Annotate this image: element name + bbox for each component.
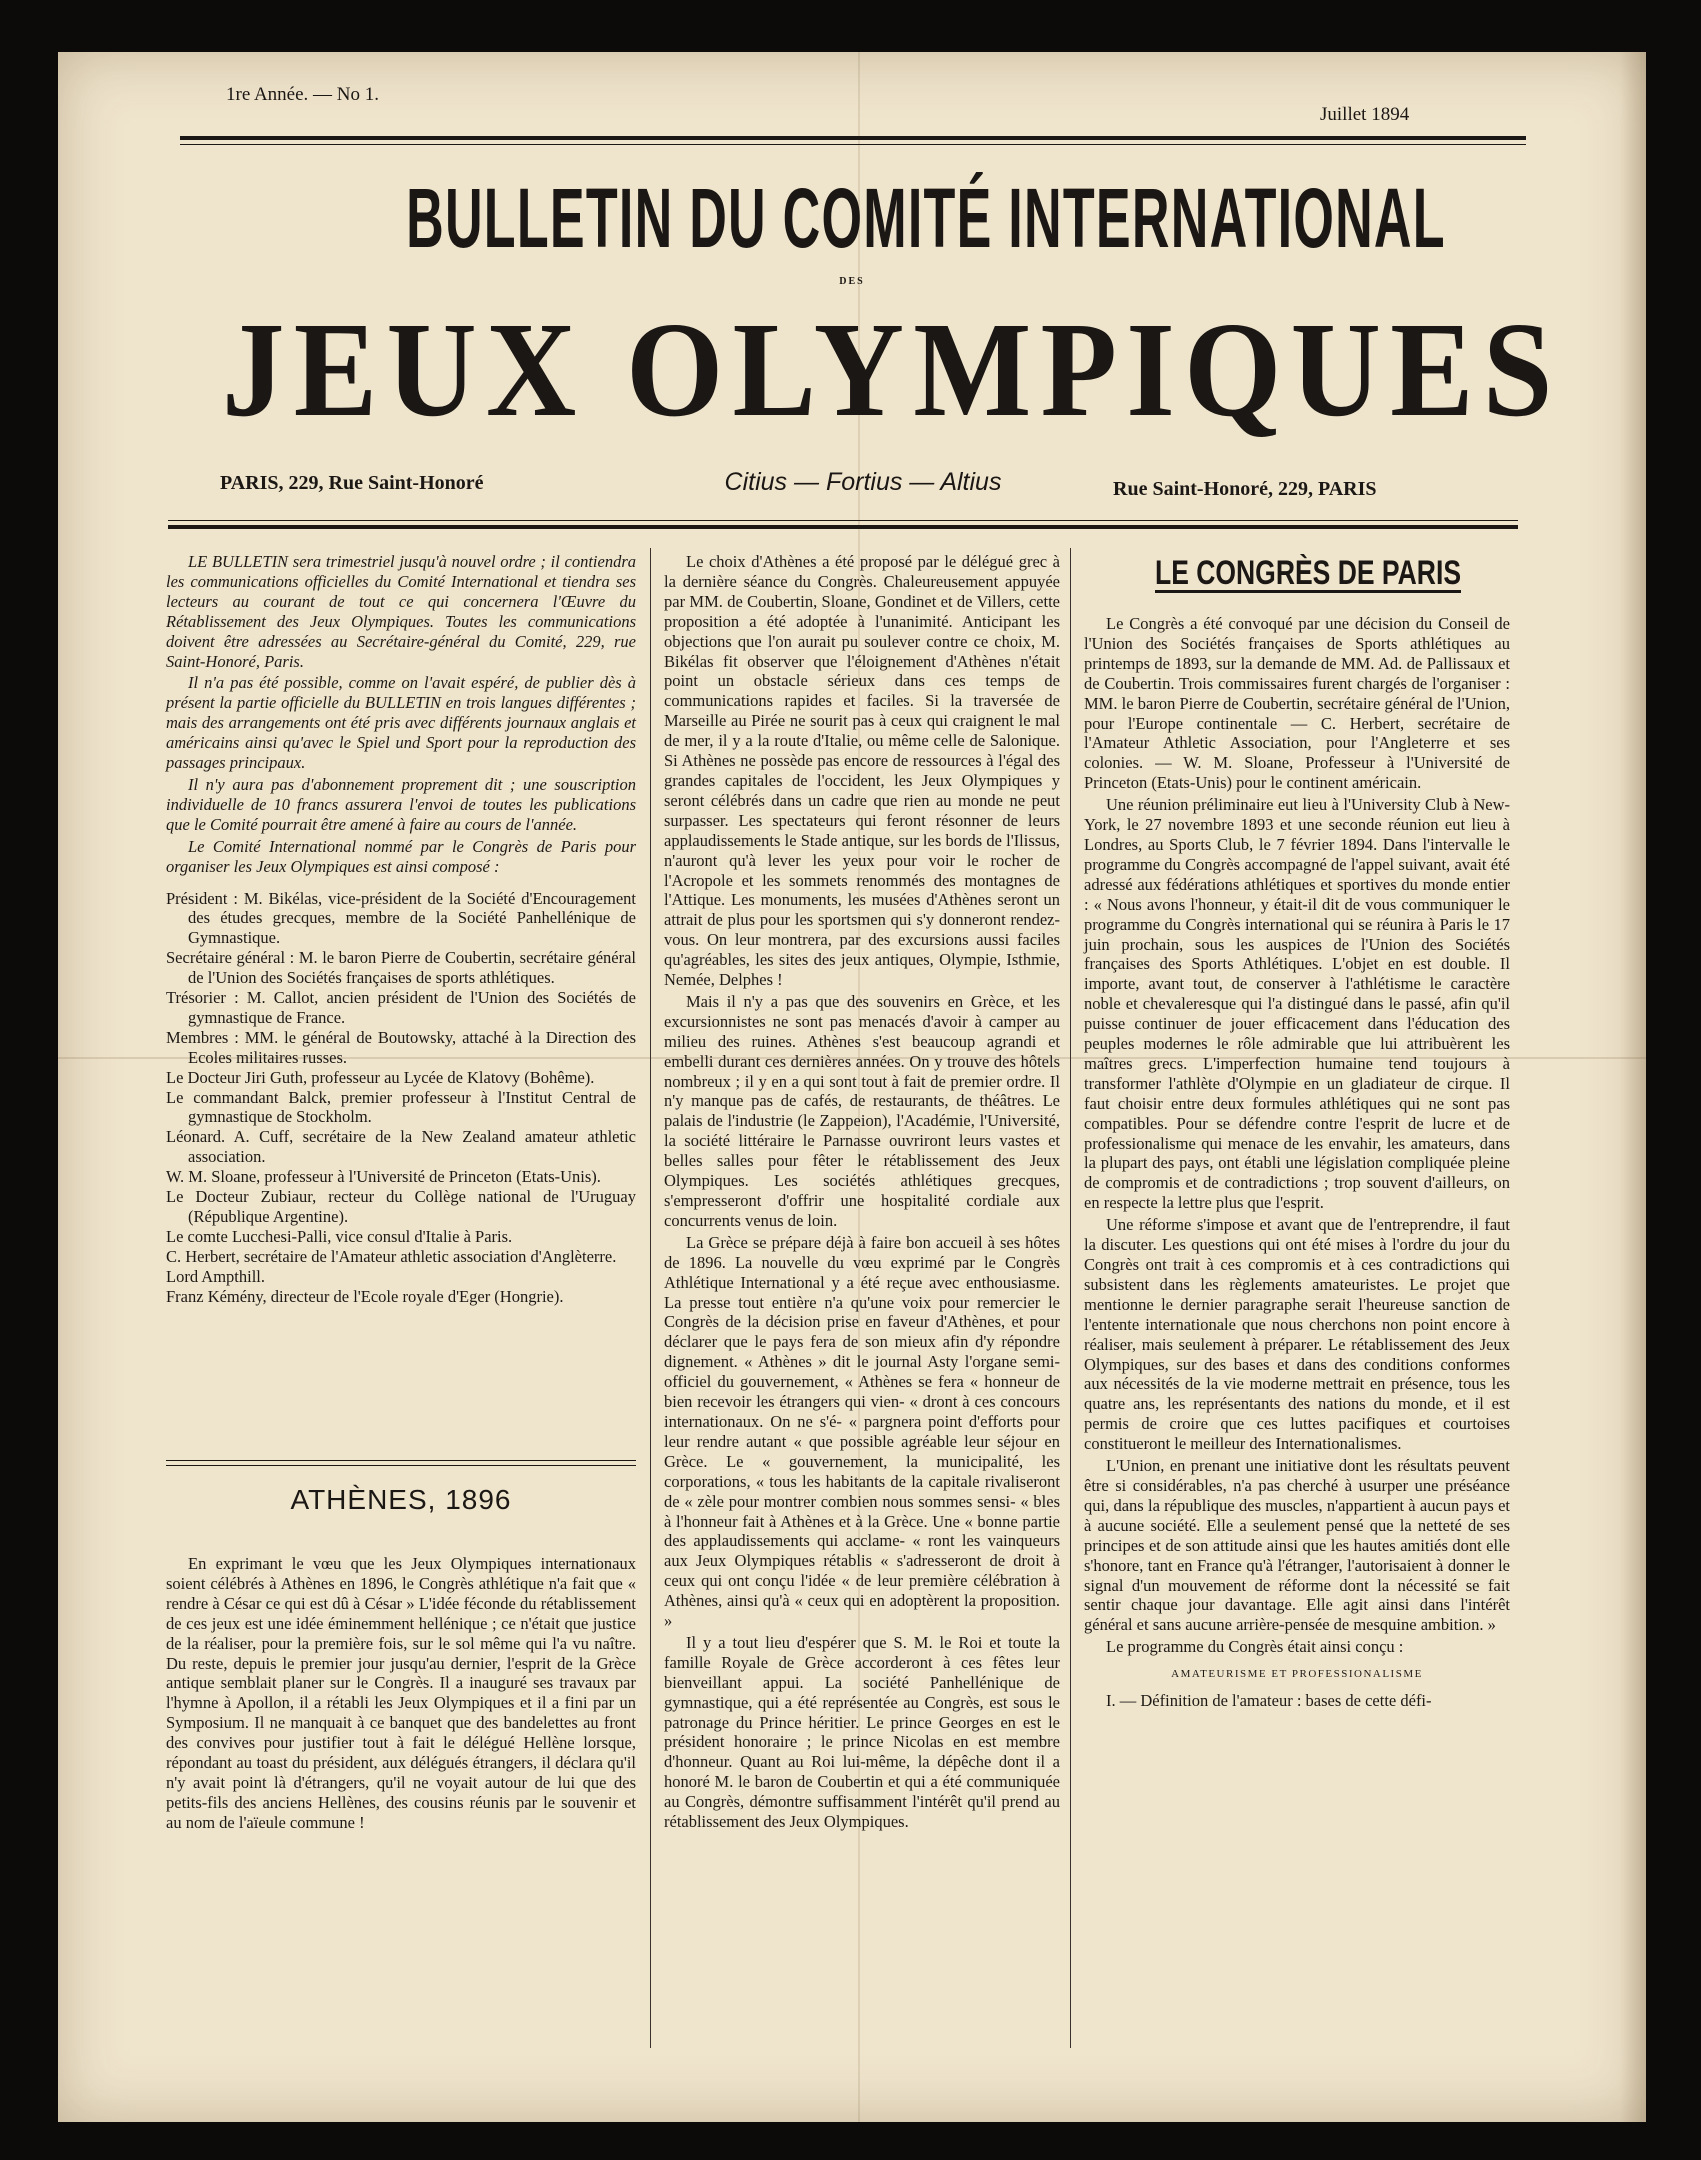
member-entry: Léonard. A. Cuff, secrétaire de la New Zealand amateur athletic association. <box>166 1127 636 1167</box>
member-entry: W. M. Sloane, professeur à l'Université de Princeton (Etats-Unis). <box>166 1167 601 1187</box>
issue-number: 1re Année. — No 1. <box>226 84 380 105</box>
header-rule-bottom-thin <box>168 520 1518 521</box>
right-column <box>1084 614 1510 1713</box>
intro-paragraph: Le Comité International nommé par le Congrès de Paris pour organiser les Jeux Olympiques est ainsi composé : <box>166 836 636 876</box>
right-paragraph: L'Union, en prenant une initiative dont les résultats peuvent être si considérables, n'a pas cherché à usurper une préséance qui, dans la république des muscles, n'appartient à aucun pays et à aucune société. Elle a seulement pensé que la netteté de ses principes et de son attitude ainsi que les hautes amitiés dont elle s'honore, tant en France qu'à l'étranger, l'autorisaient à donner le signal d'un mouvement de réforme dont la nécessité se fait sentir chaque jour davantage. Elle agit ainsi dans l'intérêt général et sans aucune arrière-pensée de mesquine ambition. » <box>1084 1456 1510 1635</box>
issue-date: Juillet 1894 <box>1320 104 1410 125</box>
amateurisme-subheading: AMATEURISME ET PROFESSIONALISME <box>1171 1668 1423 1681</box>
paper-edge-shadow <box>1620 52 1646 2122</box>
column-separator <box>1070 548 1071 2048</box>
member-entry: Lord Ampthill. <box>166 1266 265 1286</box>
member-entry: Trésorier : M. Callot, ancien président de l'Union des Sociétés de gymnastique de France. <box>166 988 636 1027</box>
member-entry: C. Herbert, secrétaire de l'Amateur athletic association d'Anglèterre. <box>166 1246 617 1266</box>
member-entry: Membres : MM. le général de Boutowsky, attaché à la Direction des Ecoles militaires russes. <box>166 1027 636 1067</box>
right-paragraph: Le programme du Congrès était ainsi conçu : <box>1106 1637 1404 1657</box>
member-entry: Le Docteur Jiri Guth, professeur au Lycée de Klatovy (Bohême). <box>166 1067 595 1087</box>
member-entry: Le comte Lucchesi-Palli, vice consul d'Italie à Paris. <box>166 1226 513 1246</box>
athenes-heading: ATHÈNES, 1896 <box>290 1484 512 1515</box>
header-rule-top <box>180 136 1526 140</box>
member-entry: Le Docteur Zubiaur, recteur du Collège national de l'Uruguay (République Argentine). <box>166 1187 636 1226</box>
intro-paragraph: Il n'y aura pas d'abonnement proprement dit ; une souscription individuelle de 10 francs assurera l'envoi de toutes les publications que le Comité pourrait être amené à faire au cours de l'année. <box>166 774 636 834</box>
header-rule-bottom <box>168 525 1518 529</box>
member-entry: Le commandant Balck, premier professeur à l'Institut Central de gymnastique de Stockholm. <box>166 1087 636 1127</box>
masthead-main-title: JEUX OLYMPIQUES <box>222 295 1562 445</box>
middle-paragraph: Il y a tout lieu d'espérer que S. M. le Roi et toute la famille Royale de Grèce accorderont à ces fêtes leur bienveillant appui. La société Panhellénique de gymnastique, qui a été représentée au Congrès, est sous le patronage du Prince héritier. Le prince Georges en est le président honoraire ; le prince Nicolas en est membre d'honneur. Quant au Roi lui-même, la dépêche dont il a honoré M. le baron de Coubertin et qui a été communiquée au Congrès, démontre suffisamment l'intérêt qu'il prend au rétablissement des Jeux Olympiques. <box>664 1632 1060 1832</box>
member-entry: Président : M. Bikélas, vice-président de la Société d'Encouragement des études grecques, membre de la Société Panhellénique de Gymnastique. <box>166 888 636 948</box>
header-rule-top-thin <box>180 144 1526 145</box>
committee-members-list <box>166 889 636 1307</box>
member-entry: Franz Kémény, directeur de l'Ecole royale d'Eger (Hongrie). <box>166 1286 564 1306</box>
middle-column <box>664 552 1060 1834</box>
intro-paragraph: LE BULLETIN sera trimestriel jusqu'à nouvel ordre ; il contiendra les communications officielles du Comité International et tiendra ses lecteurs au courant de tout ce qui concernera l'Œuvre du Rétablissement des Jeux Olympiques. Toutes les communications doivent être adressées au Secrétaire-général du Comité, 229, rue Saint-Honoré, Paris. <box>166 552 636 671</box>
column-separator <box>650 548 651 2048</box>
masthead-bulletin-title: BULLETIN DU COMITÉ INTERNATIONAL <box>406 171 1446 265</box>
congres-heading: LE CONGRÈS DE PARIS <box>1154 554 1462 592</box>
masthead-des: DES <box>839 276 865 287</box>
middle-paragraph: Mais il n'y a pas que des souvenirs en Grèce, et les excursionnistes ne sont pas menacés d'avoir à camper au milieu des ruines. Athènes s'est beaucoup agrandi et embelli durant ces dernières années. On y trouve des hôtels nombreux ; il y en a qui sont tout à fait de premier ordre. Il n'y manque pas de cafés, de restaurants, de théâtres. Le palais de l'industrie (le Zappeion), l'Académie, l'Université, la société littéraire le Parnasse ouvriront leurs vastes et belles salles pour fêter le rétablissement des Jeux Olympiques. Les sociétés athlétiques grecques, s'empresseront d'offrir une hospitalité cordiale aux concurrents venus de loin. <box>664 991 1060 1230</box>
address-left: PARIS, 229, Rue Saint-Honoré <box>220 472 484 494</box>
athenes-article <box>166 1554 636 1835</box>
newspaper-page <box>58 52 1646 2122</box>
middle-paragraph: Le choix d'Athènes a été proposé par le délégué grec à la dernière séance du Congrès. Chaleureusement appuyée par MM. de Coubertin, Sloane, Gondinet et de Villers, cette proposition a été adoptée à l'unanimité. Anticipant les objections que l'on aurait pu soulever contre ce choix, M. Bikélas fit observer que l'éloignement d'Athènes n'était point un obstacle sérieux dans ces temps de communications rapides et faciles. Si la traversée de Marseille au Pirée ne sourit pas à ceux qui craignent le mal de mer, il y a la route d'Italie, ou même celle de Salonique. Si Athènes ne possède pas encore de ressources à l'égal des grandes capitales de l'occident, les Jeux Olympiques y seront célébrés dans un cadre que rien au monde ne peut surpasser. Les spectateurs qui feront résonner de leurs applaudissements le Stade antique, sur les bords de l'Ilissus, n'auront qu'à lever les yeux pour voir le rocher de l'Acropole et les sommets renommés des montagnes de l'Attique. Les monuments, les musées d'Athènes seront un attrait de plus pour les sportsmen qui s'y donneront rendez-vous. On leur montrera, par des excursions aussi faciles qu'agréables, les sites des jeux antiques, Olympie, Isthmie, Nemée, Delphes ! <box>664 552 1060 990</box>
definition-line: I. — Définition de l'amateur : bases de cette défi- <box>1106 1691 1432 1711</box>
right-paragraph: Une réforme s'impose et avant que de l'entreprendre, il faut la discuter. Les questions qui ont été mises à l'ordre du jour du Congrès ont trait à ces compromis et à ces contradictions qui subsistent dans les règlements amateuristes. Le projet que mentionne le dernier paragraphe serait l'heureuse sanction de l'entente internationale que nous cherchons non point encore à réaliser, mais seulement à préparer. Le rétablissement des Jeux Olympiques, sur des bases et dans des conditions conformes aux nécessités de la vie moderne mettrait en présence, tous les quatre ans, les représentants des nations du monde, et il est permis de croire que ces luttes pacifiques et courtoises constitueront le meilleur des Internationalismes. <box>1084 1215 1510 1454</box>
intro-paragraph: Il n'a pas été possible, comme on l'avait espéré, de publier dès à présent la partie officielle du BULLETIN en trois langues différentes ; mais des arrangements ont été pris avec différents journaux anglais et américains ainsi qu'avec le Spiel und Sport pour la reproduction des passages principaux. <box>166 673 636 773</box>
address-right: Rue Saint-Honoré, 229, PARIS <box>1113 478 1377 500</box>
middle-paragraph: La Grèce se prépare déjà à faire bon accueil à ses hôtes de 1896. La nouvelle du vœu exprimé par le Congrès Athlétique International y a été reçue avec enthousiasme. La presse tout entière n'a qu'une voix pour remercier le Congrès de la décision prise en faveur d'Athènes, et pour déclarer que le pays fera de son mieux afin d'y répondre dignement. « Athènes » dit le journal Asty l'organe semi-officiel du gouvernement, « Athènes se fera « honneur de bien recevoir les étrangers qui vien- « dront à ces concours internationaux. On ne s'é- « pargnera point d'efforts pour leur rendre autant « que possible agréable leur séjour en Grèce. Le « gouvernement, la municipalité, les corporations, « tous les habitants de la capitale rivaliseront de « zèle pour montrer combien nous sommes sensi- « bles à l'honneur fait à Athènes et à la Grèce. Une « bonne partie des applaudissements qui acclame- « ront les vainqueurs aux Jeux Olympiques rétablis « s'adresseront de droit à ceux qui ont conçu l'idée « de leur première célébration à Athènes, ainsi qu'à « ceux qui en adoptèrent la proposition. » <box>664 1232 1060 1631</box>
left-column <box>166 552 636 1307</box>
member-entry: Secrétaire général : M. le baron Pierre de Coubertin, secrétaire général de l'Union des Sociétés françaises de sports athlétiques. <box>166 948 636 988</box>
motto: Citius — Fortius — Altius <box>724 468 1002 496</box>
right-paragraph: Une réunion préliminaire eut lieu à l'University Club à New-York, le 27 novembre 1893 et une seconde réunion eut lieu à Londres, au Sports Club, le 7 février 1894. Dans l'intervalle le programme du Congrès accompagné de l'appel suivant, avait été adressé aux fédérations athlétiques et sportives du monde entier : « Nous avons l'honneur, y était-il dit de vous communiquer le programme du Congrès international qui se réunira à Paris le 17 juin prochain, sous les auspices de l'Union des Sociétés françaises des Sports Athlétiques. L'objet en est double. Il importe, avant tout, de conserver à l'athlétisme le caractère noble et chevaleresque qui l'a distingué dans le passé, afin qu'il puisse continuer de jouer efficacement dans l'éducation des peuples modernes le rôle admirable que lui attribuèrent les maîtres grecs. L'imperfection humaine tend toujours à transformer l'athlète d'Olympie en un gladiateur de cirque. Il faut choisir entre deux formules athlétiques qui ne sont pas compatibles. Pour se défendre contre l'esprit de lucre et de professionalisme qui menace de les envahir, les amateurs, dans la plupart des pays, ont établi une législation compliquée pleine de compromis et de contradictions ; trop souvent d'ailleurs, on en respecte la lettre plus que l'esprit. <box>1084 795 1510 1213</box>
right-paragraph: Le Congrès a été convoqué par une décision du Conseil de l'Union des Sociétés françaises de Sports athlétiques au printemps de 1893, sur la demande de MM. Ad. de Pallissaux et de Coubertin. Trois commissaires furent chargés de l'organiser : MM. le baron Pierre de Coubertin, secrétaire général de l'Union, pour l'Europe continentale — C. Herbert, secrétaire de l'Amateur Athletic Association, pour l'Angleterre et ses colonies. — W. M. Sloane, Professeur à l'Université de Princeton (Etats-Unis) pour le continent américain. <box>1084 614 1510 793</box>
athenes-paragraph: En exprimant le vœu que les Jeux Olympiques internationaux soient célébrés à Athènes en 1896, le Congrès athlétique n'a fait que « rendre à César ce qui est dû à César » L'idée féconde du rétablissement de ces jeux est une idée éminemment hellénique ; ce n'était que justice de la réaliser, pour la première fois, sur le sol même qui l'a vu naître. Du reste, depuis le premier jour jusqu'au dernier, l'esprit de la Grèce antique semblait planer sur le Congrès. Il a inauguré ses travaux par l'hymne à Apollon, il a rétabli les Jeux Olympiques et il a fini par un Symposium. Il ne manquait à ce banquet que des bandelettes au front des convives pour justifier tout à fait le délégué Hellène lorsque, répondant au toast du président, aux délégués étrangers, il déclara qu'il n'y avait point là d'étrangers, qu'il ne voyait autour de lui que des petits-fils des anciens Hellènes, des cousins réunis par le souvenir et au nom de l'aïeule commune ! <box>166 1554 636 1832</box>
section-divider <box>166 1460 636 1466</box>
